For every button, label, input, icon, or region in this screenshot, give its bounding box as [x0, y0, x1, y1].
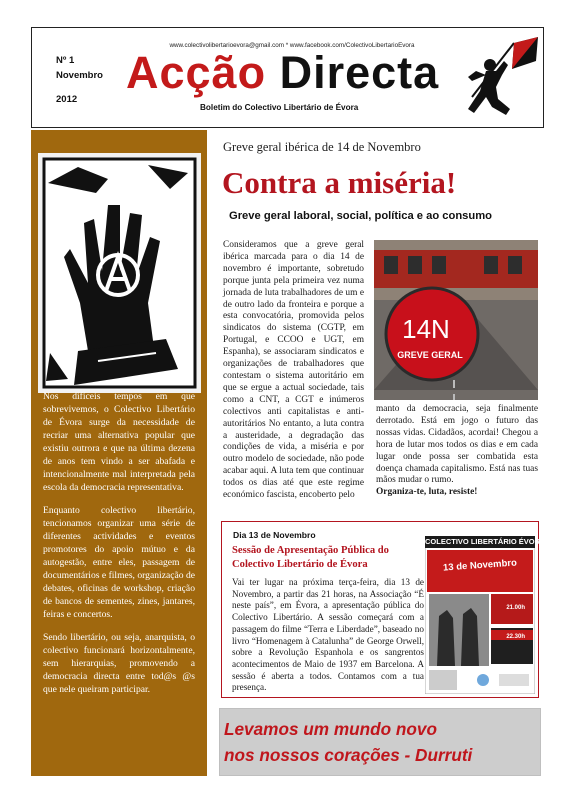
sidebar-paragraph: Nos difíceis tempos em que sobrevivemos, o Colectivo Libertário de Évora surge da necessidade de recriar uma alternativa popular que existiu outrora e que na última dezena de anos tem vindo a ser abafada e intencionalmente mal interpretada pela escola da democracia representativa. — [43, 391, 195, 493]
quote-line-2: nos nossos corações - Durruti — [224, 745, 473, 765]
article-deck: Greve geral laboral, social, política e ao consumo — [229, 210, 492, 222]
anarchy-hand-image — [38, 153, 201, 393]
title-part-accao: Acção — [126, 47, 267, 98]
contact-links: www.colectivolibertarioevora@gmail.com * www.facebook.com/ColectivoLibertarioEvora — [169, 42, 415, 49]
title-part-directa: Directa — [279, 47, 440, 98]
event-poster — [425, 536, 546, 694]
newsletter-subtitle: Boletim do Colectivo Libertário de Évora — [200, 103, 359, 112]
issue-month: Novembro — [56, 70, 103, 81]
event-description: Vai ter lugar na próxima terça-feira, dia 13 de Novembro, a partir das 21 horas, na Associação “É neste país”, em Évora, a apresentação pública do Colectivo Libertário. A sessão começará com a passagem do filme “Terra e Liberdade”, baseado no livro “Homenagem à Catalunha” de George Orwell, sobre a Revolução Espanhola e os sangrentos acontecimentos de Maio de 1937 em Barcelona. A sessão é aberta a todos. Contamos com a tua presença. — [232, 577, 424, 693]
article-column-2 — [376, 404, 538, 499]
flag-bearer-icon — [450, 35, 540, 123]
sidebar — [31, 130, 207, 776]
event-date-label: Dia 13 de Novembro — [233, 530, 316, 540]
article-closing-slogan: Organiza-te, luta, resiste! — [376, 487, 478, 498]
poster-time-1: 21.00h — [506, 605, 525, 611]
poster-title: COLECTIVO LIBERTÁRIO ÉVORA — [425, 537, 546, 546]
article-headline: Contra a miséria! — [222, 165, 457, 200]
article-column-2-text: manto da democracia, seja finalmente derrotado. Está em jogo o futuro das nossas vidas. Cidadãos, acordai! Chegou a hora de lutar mos todos os dias e em cada lugar onde possa ser combatida esta doença chamada capitalismo. Está nas tuas mãos mudar o rumo. — [376, 404, 538, 486]
article-column-1: Consideramos que a greve geral ibérica marcada para o dia 14 de novembro é importante, sobretudo porque junta pela primeira vez numa jornada de luta trabalhadores de um e de outro lado da fronteira e porque a esta convocatória, promovida pelos sindicatos do sistema (CGTP, em Portugal, e CCOO e UGT, em Espanha), se associaram sindicatos e organizações de trabalhadores que contestam o sistema autoritário em que se ergue a actual sociedade, tais como a CNT, a CGT e inúmeros colectivos anti capitalistas e anti-autoritários No entanto, a luta contra a austeridade, a degradação das condições de vida, a miséria e por outro modelo de sociedade, não pode acabar aqui. A luta tem que continuar todos os dias até que este regime económico fascista, encoberto pelo — [223, 240, 364, 501]
event-title: Sessão de Apresentação Pública do Colectivo Libertário de Évora — [232, 545, 389, 570]
article-kicker: Greve geral ibérica de 14 de Novembro — [223, 140, 421, 154]
sidebar-paragraph: Sendo libertário, ou seja, anarquista, o colectivo funcionará horizontalmente, sem hierarquias, promovendo a democracia directa entre tod@s @s que nele queiram participar. — [43, 632, 195, 695]
durruti-quote-banner — [219, 708, 541, 776]
sidebar-intro-text — [43, 390, 195, 706]
issue-year: 2012 — [56, 94, 78, 105]
poster-date: 13 de Novembro — [442, 557, 518, 574]
newsletter-title — [126, 47, 440, 98]
photo-badge-greve-geral: GREVE GERAL — [397, 350, 463, 360]
photo-badge-14n: 14N — [402, 314, 450, 344]
masthead — [31, 27, 544, 128]
issue-number: Nº 1 — [56, 55, 75, 66]
event-announcement — [221, 521, 546, 698]
general-strike-photo — [374, 240, 538, 400]
quote-line-1: Levamos um mundo novo — [224, 719, 437, 739]
poster-time-2: 22.30h — [506, 634, 525, 640]
sidebar-paragraph: Enquanto colectivo libertário, tencionamos organizar uma série de diferentes actividades e eventos promotores do apoio mútuo e da autogestão, entre eles, passagem de documentários e filmes, organização de debates, oficinas de workshop, criação de bancos de sementes, zines, jantares, feiras e concertos. — [43, 505, 195, 620]
